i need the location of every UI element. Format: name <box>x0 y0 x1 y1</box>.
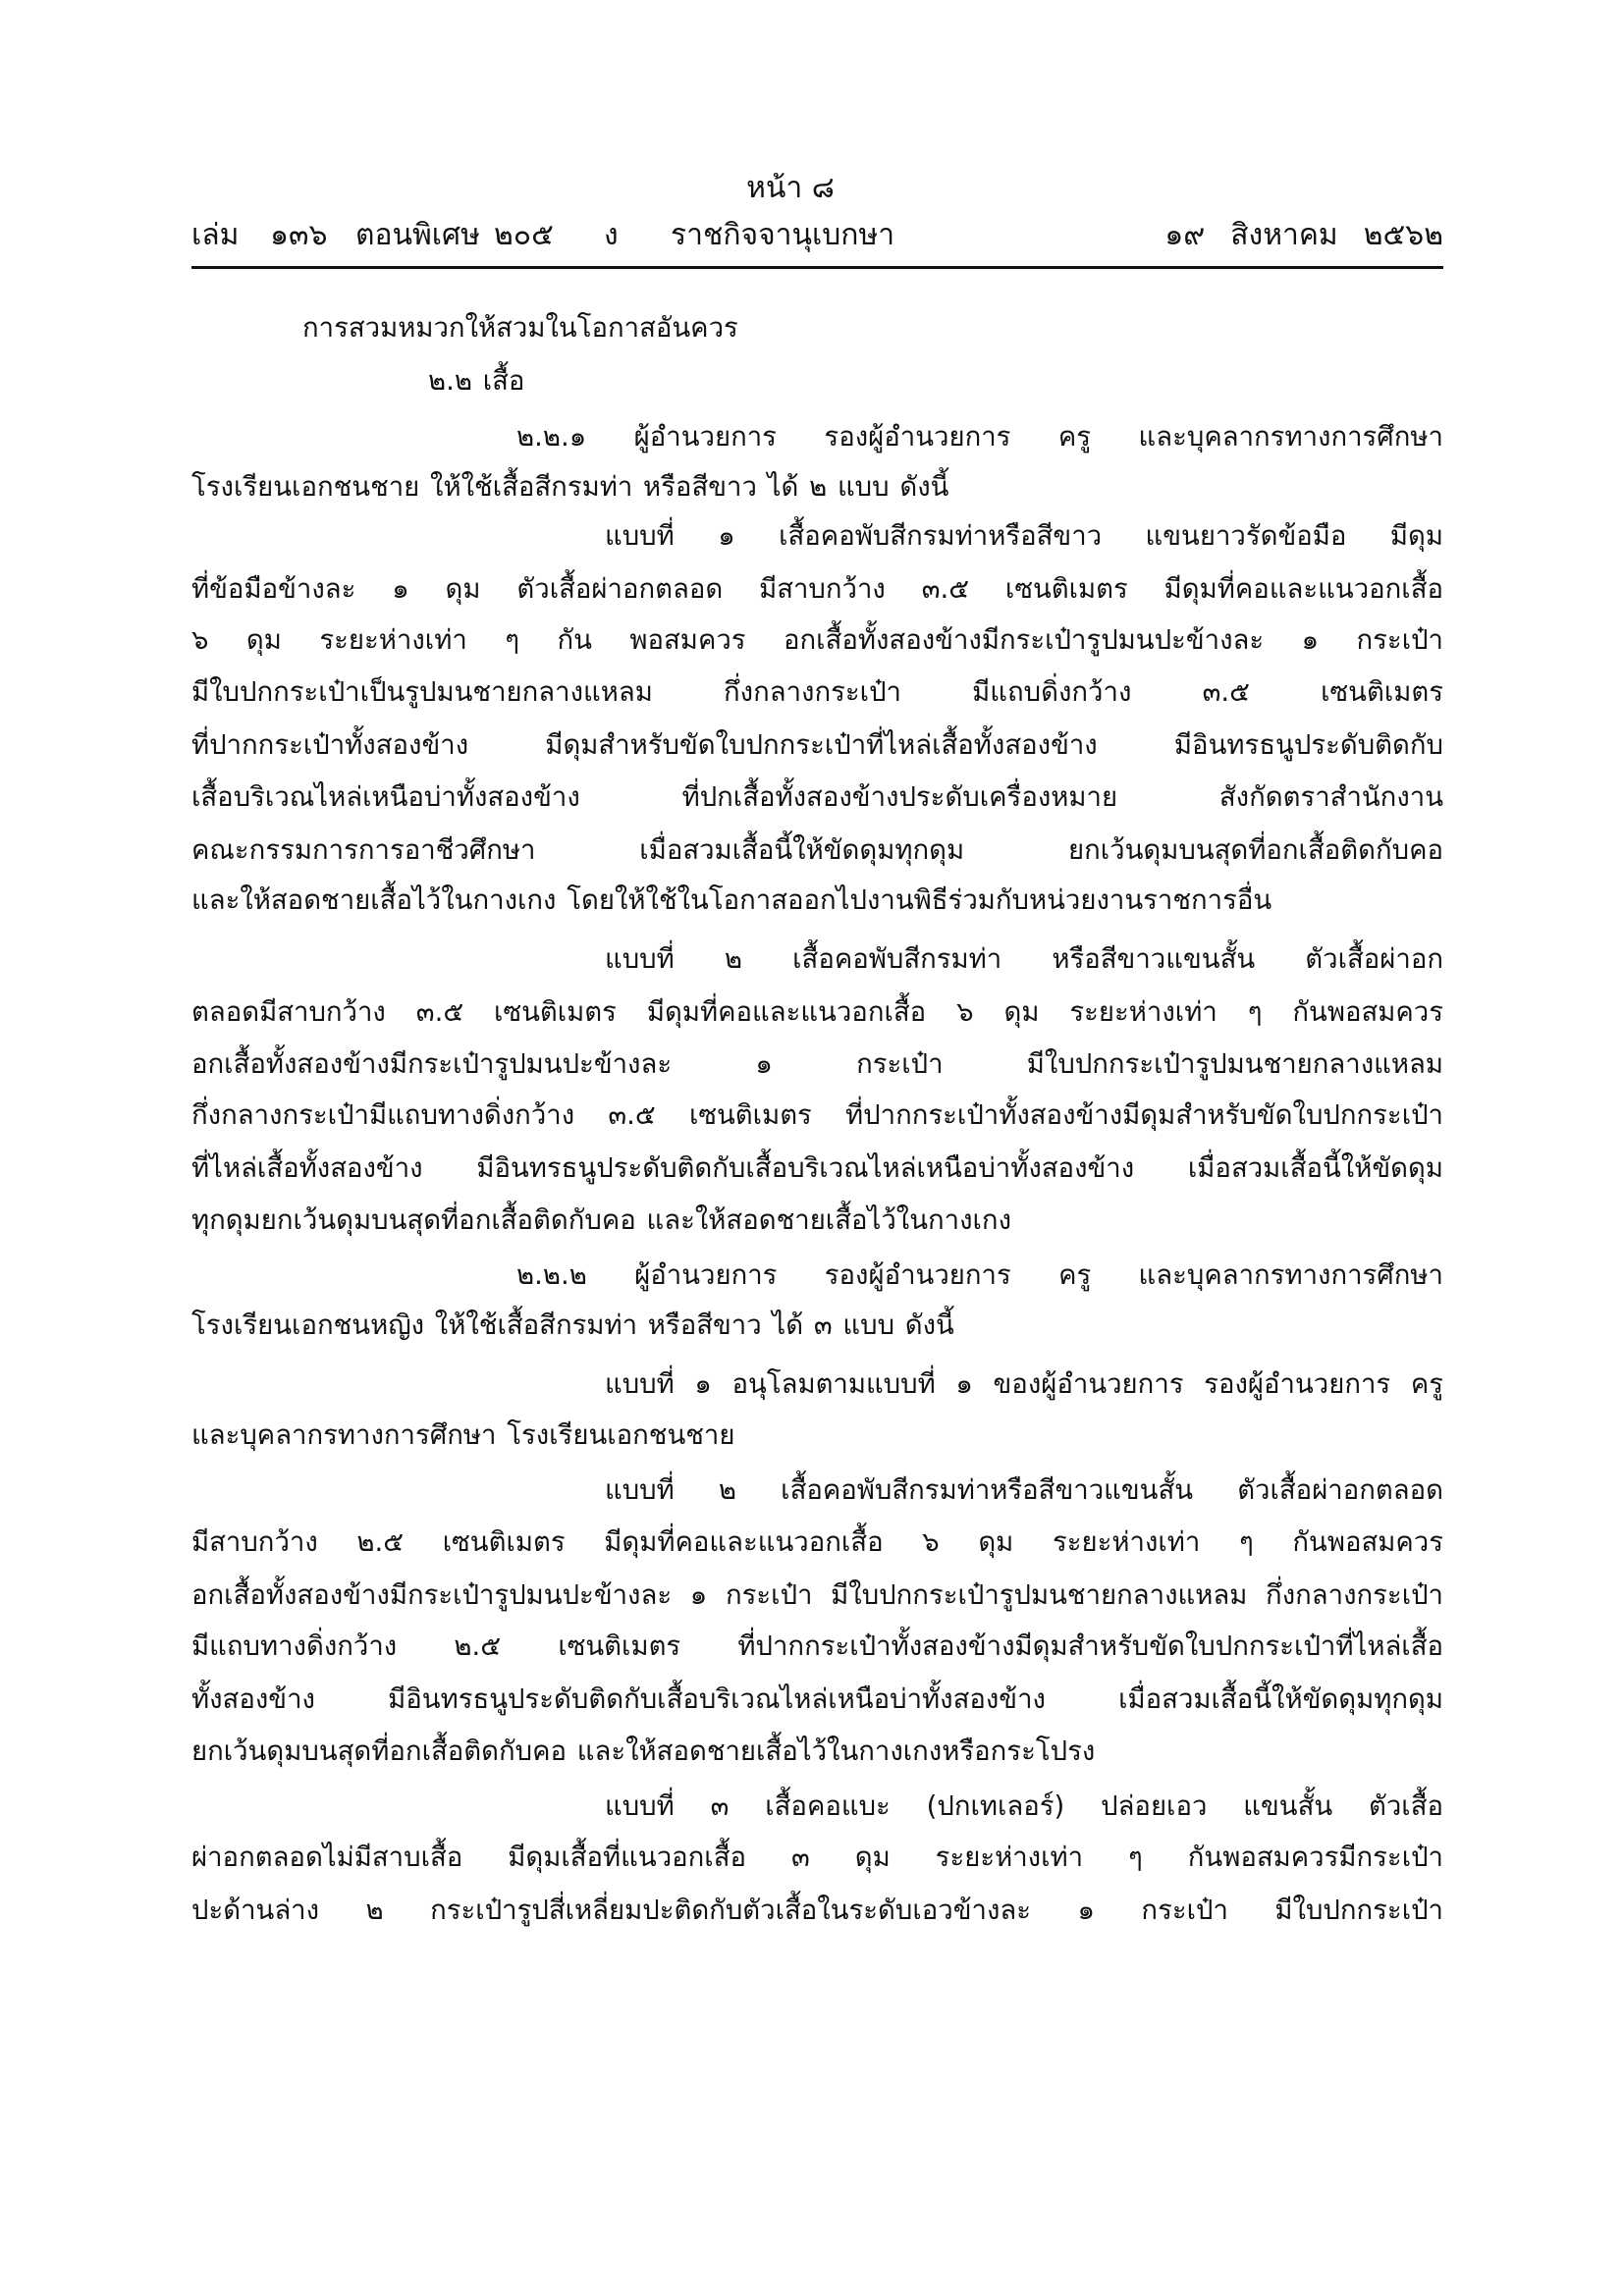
text-line: ทั้งสองข้าง มีอินทรธนูประดับติดกับเสื้อบริเวณไหล่เหนือบ่าทั้งสองข้าง เมื่อสวมเสื้อนี้ให้ขัดดุมทุกดุม <box>191 1683 1443 1715</box>
text-line: คณะกรรมการการอาชีวศึกษา เมื่อสวมเสื้อนี้ให้ขัดดุมทุกดุม ยกเว้นดุมบนสุดที่อกเสื้อติดกับคอ <box>191 834 1443 866</box>
text-line: ทุกดุมยกเว้นดุมบนสุดที่อกเสื้อติดกับคอ และให้สอดชายเสื้อไว้ในกางเกง <box>191 1204 1012 1236</box>
text-line: ๖ ดุม ระยะห่างเท่า ๆ กัน พอสมควร อกเสื้อทั้งสองข้างมีกระเป๋ารูปมนปะข้างละ ๑ กระเป๋า <box>191 624 1443 656</box>
section-heading: ๒.๒ เสื้อ <box>428 365 525 397</box>
header-rule <box>191 266 1443 269</box>
text-line: แบบที่ ๓ เสื้อคอแบะ (ปกเทเลอร์) ปล่อยเอว แขนสั้น ตัวเสื้อ <box>605 1790 1443 1822</box>
part-letter: ง <box>604 218 619 252</box>
text-line: ๒.๒.๒ ผู้อำนวยการ รองผู้อำนวยการ ครู และบุคลากรทางการศึกษา <box>516 1259 1443 1291</box>
text-line: กึ่งกลางกระเป๋ามีแถบทางดิ่งกว้าง ๓.๕ เซนติเมตร ที่ปากกระเป๋าทั้งสองข้างมีดุมสำหรับขัดใบปกกระเป๋า <box>191 1099 1443 1131</box>
text-line: ยกเว้นดุมบนสุดที่อกเสื้อติดกับคอ และให้สอดชายเสื้อไว้ในกางเกงหรือกระโปรง <box>191 1735 1096 1767</box>
gazette-name: ราชกิจจานุเบกษา <box>671 218 895 252</box>
text-line: ปะด้านล่าง ๒ กระเป๋ารูปสี่เหลี่ยมปะติดกับตัวเสื้อในระดับเอวข้างละ ๑ กระเป๋า มีใบปกกระเป๋า <box>191 1895 1443 1926</box>
text-line: แบบที่ ๒ เสื้อคอพับสีกรมท่าหรือสีขาวแขนสั้น ตัวเสื้อผ่าอกตลอด <box>605 1474 1443 1506</box>
page-number: หน้า ๘ <box>746 171 835 205</box>
text-line: ที่ไหล่เสื้อทั้งสองข้าง มีอินทรธนูประดับติดกับเสื้อบริเวณไหล่เหนือบ่าทั้งสองข้าง เมื่อสวมเสื้อนี้ให้ขัดดุม <box>191 1152 1443 1184</box>
text-line: การสวมหมวกให้สวมในโอกาสอันควร <box>302 312 738 344</box>
text-line: ตลอดมีสาบกว้าง ๓.๕ เซนติเมตร มีดุมที่คอและแนวอกเสื้อ ๖ ดุม ระยะห่างเท่า ๆ กันพอสมควร <box>191 996 1443 1028</box>
text-line: โรงเรียนเอกชนหญิง ให้ใช้เสื้อสีกรมท่า หรือสีขาว ได้ ๓ แบบ ดังนี้ <box>191 1309 954 1341</box>
volume-number: ๑๓๖ <box>270 218 328 252</box>
text-line: มีใบปกกระเป๋าเป็นรูปมนชายกลางแหลม กึ่งกลางกระเป๋า มีแถบดิ่งกว้าง ๓.๕ เซนติเมตร <box>191 676 1443 708</box>
date-month: สิงหาคม <box>1230 218 1338 252</box>
text-line: ที่ปากกระเป๋าทั้งสองข้าง มีดุมสำหรับขัดใบปกกระเป๋าที่ไหล่เสื้อทั้งสองข้าง มีอินทรธนูประดับติดกับ <box>191 729 1443 761</box>
text-line: แบบที่ ๑ เสื้อคอพับสีกรมท่าหรือสีขาว แขนยาวรัดข้อมือ มีดุม <box>605 520 1443 552</box>
publication-date <box>1164 211 1443 260</box>
text-line: โรงเรียนเอกชนชาย ให้ใช้เสื้อสีกรมท่า หรือสีขาว ได้ ๒ แบบ ดังนี้ <box>191 471 949 503</box>
text-line: เสื้อบริเวณไหล่เหนือบ่าทั้งสองข้าง ที่ปกเสื้อทั้งสองข้างประดับเครื่องหมาย สังกัดตราสำนักงาน <box>191 781 1443 813</box>
text-line: ๒.๒.๑ ผู้อำนวยการ รองผู้อำนวยการ ครู และบุคลากรทางการศึกษา <box>516 421 1443 453</box>
volume-label: เล่ม <box>191 218 240 252</box>
text-line: และบุคลากรทางการศึกษา โรงเรียนเอกชนชาย <box>191 1419 735 1451</box>
text-line: มีสาบกว้าง ๒.๕ เซนติเมตร มีดุมที่คอและแนวอกเสื้อ ๖ ดุม ระยะห่างเท่า ๆ กันพอสมควร <box>191 1526 1443 1558</box>
date-year: ๒๕๖๒ <box>1363 218 1443 252</box>
text-line: ผ่าอกตลอดไม่มีสาบเสื้อ มีดุมเสื้อที่แนวอกเสื้อ ๓ ดุม ระยะห่างเท่า ๆ กันพอสมควรมีกระเป๋า <box>191 1842 1443 1873</box>
text-line: มีแถบทางดิ่งกว้าง ๒.๕ เซนติเมตร ที่ปากกระเป๋าทั้งสองข้างมีดุมสำหรับขัดใบปกกระเป๋าที่ไหล่เสื้อ <box>191 1630 1443 1662</box>
issue-label: ตอนพิเศษ <box>355 218 480 252</box>
text-line: อกเสื้อทั้งสองข้างมีกระเป๋ารูปมนปะข้างละ ๑ กระเป๋า มีใบปกกระเป๋ารูปมนชายกลางแหลม กึ่งกลางกระเป๋า <box>191 1579 1443 1611</box>
text-line: อกเสื้อทั้งสองข้างมีกระเป๋ารูปมนปะข้างละ ๑ กระเป๋า มีใบปกกระเป๋ารูปมนชายกลางแหลม <box>191 1048 1443 1080</box>
issue-number: ๒๐๕ <box>494 218 554 252</box>
text-line: แบบที่ ๒ เสื้อคอพับสีกรมท่า หรือสีขาวแขนสั้น ตัวเสื้อผ่าอก <box>605 943 1443 975</box>
text-line: และให้สอดชายเสื้อไว้ในกางเกง โดยให้ใช้ในโอกาสออกไปงานพิธีร่วมกับหน่วยงานราชการอื่น <box>191 884 1272 916</box>
text-line: แบบที่ ๑ อนุโลมตามแบบที่ ๑ ของผู้อำนวยการ รองผู้อำนวยการ ครู <box>605 1368 1443 1400</box>
text-line: ที่ข้อมือข้างละ ๑ ดุม ตัวเสื้อผ่าอกตลอด มีสาบกว้าง ๓.๕ เซนติเมตร มีดุมที่คอและแนวอกเสื้อ <box>191 573 1443 605</box>
date-day: ๑๙ <box>1164 218 1206 252</box>
